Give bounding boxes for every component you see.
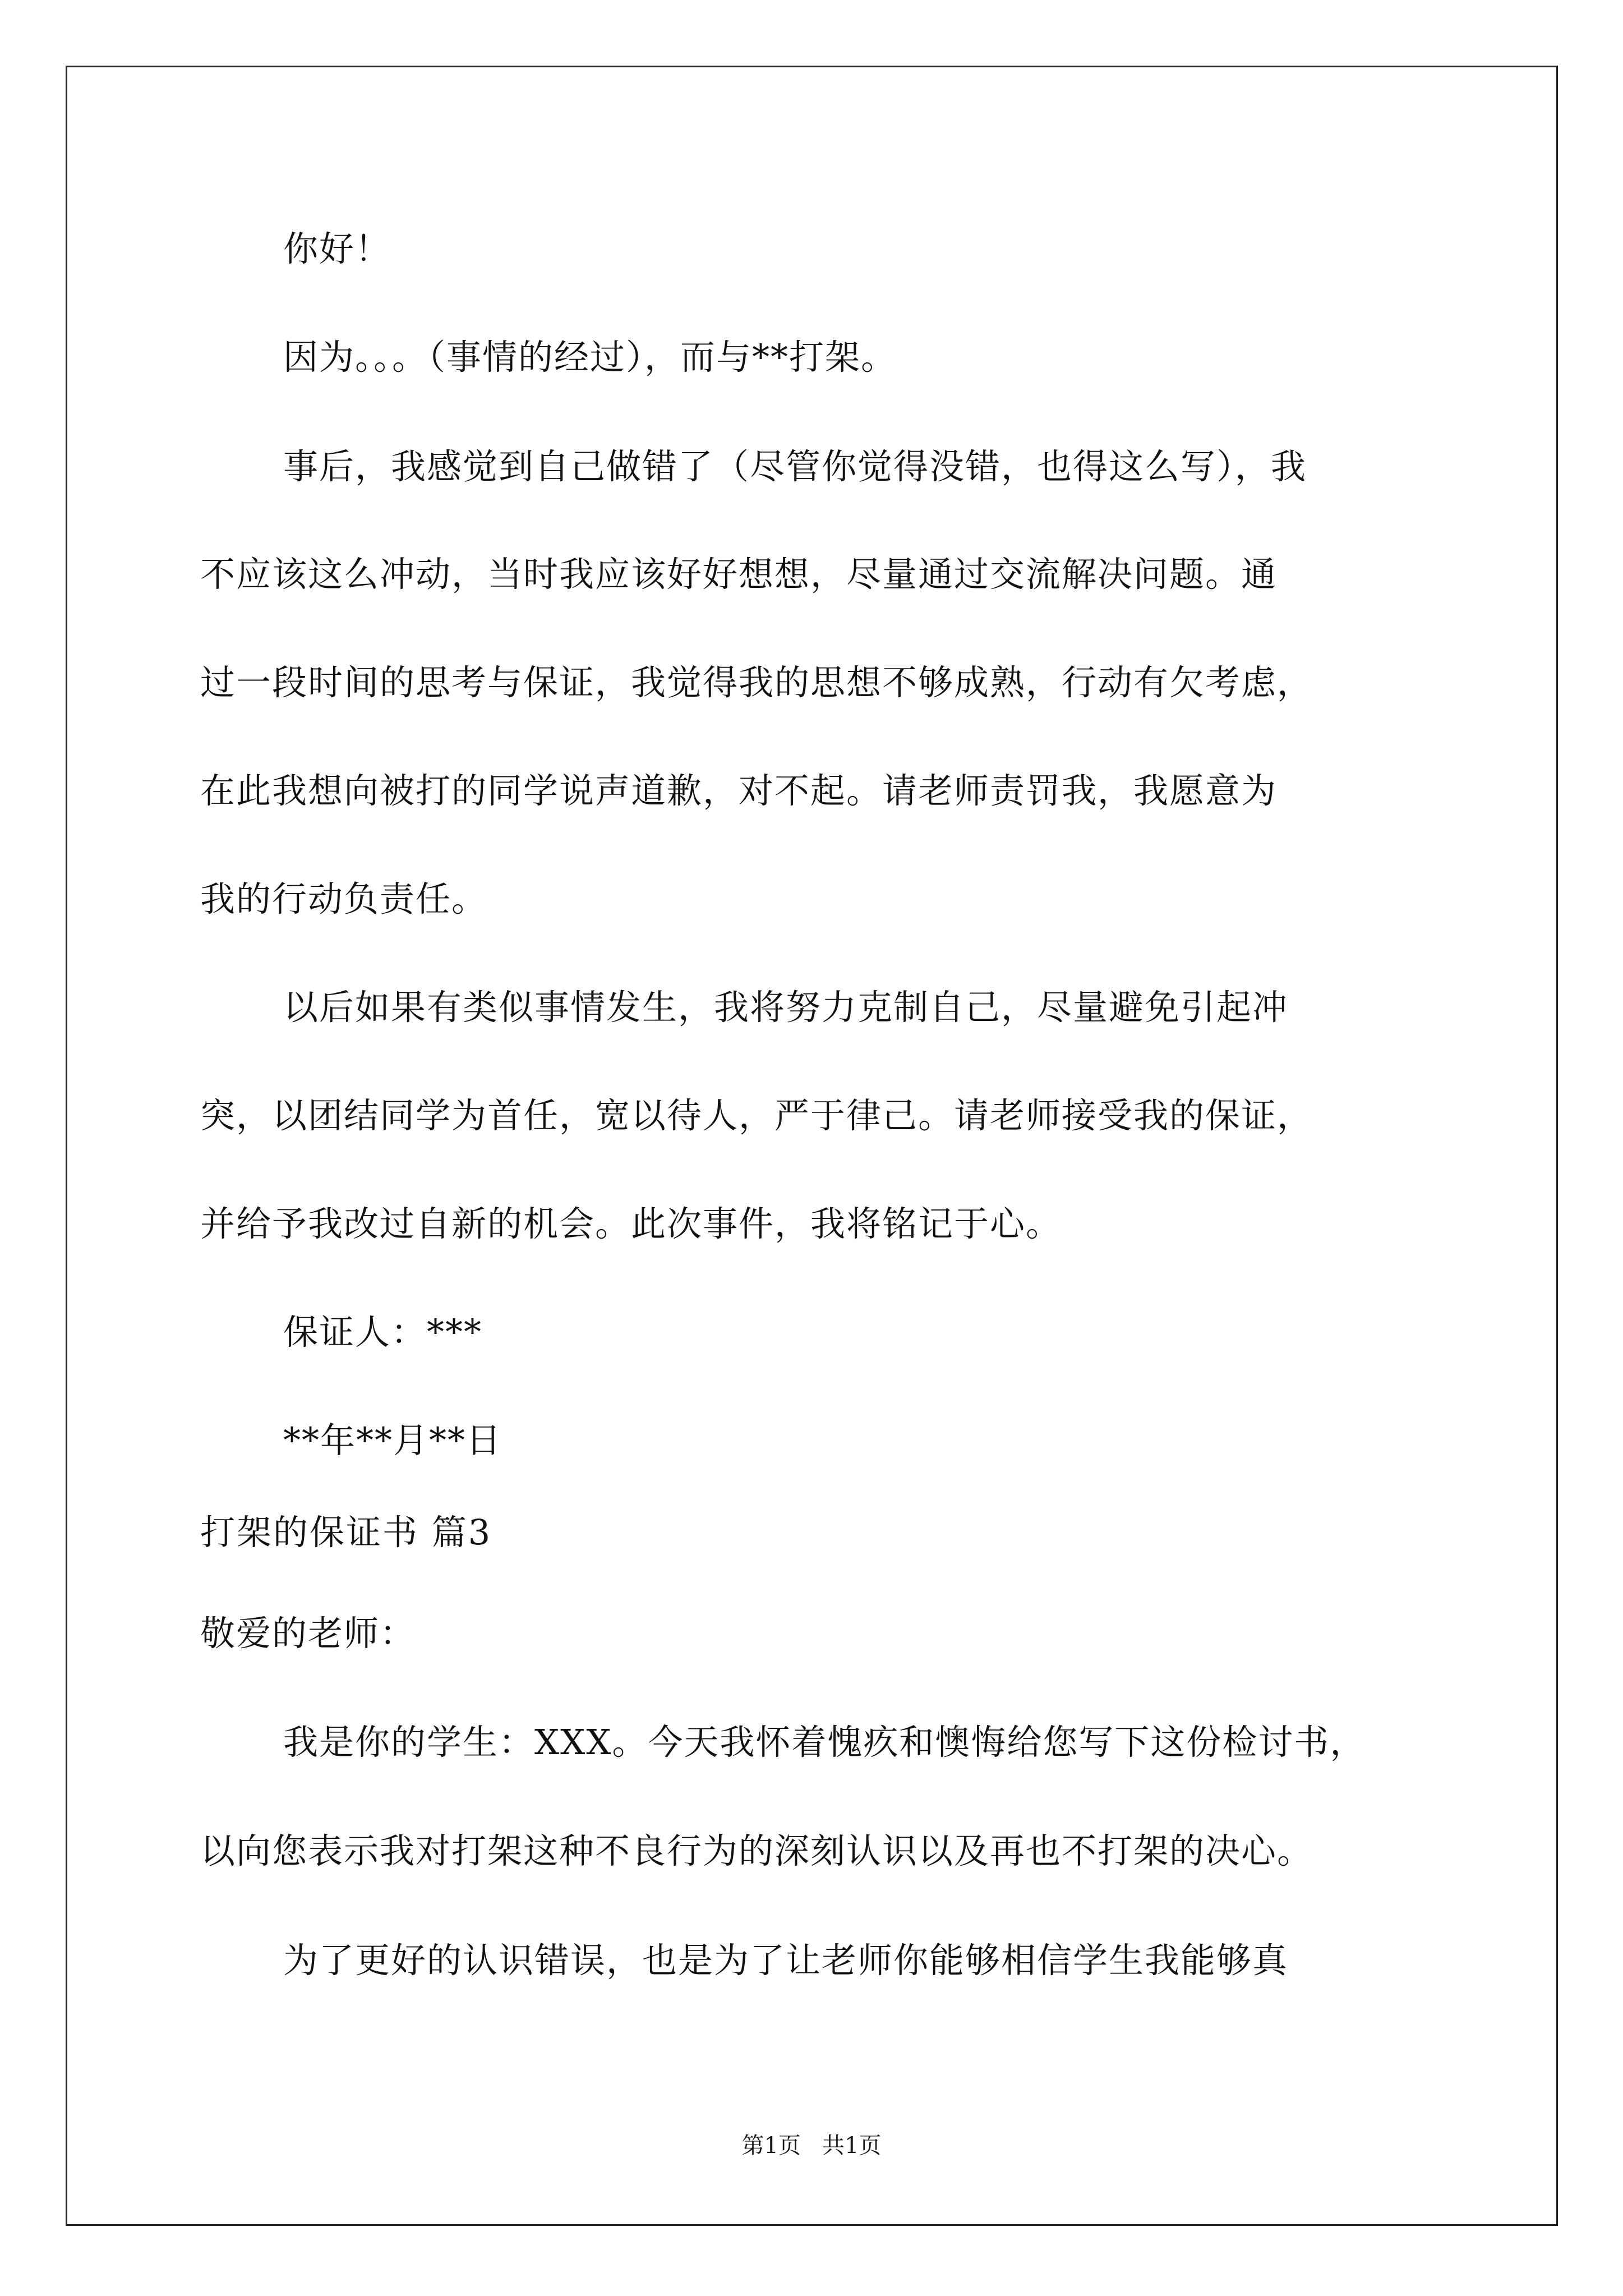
paragraph-line: 突，以团结同学为首任，宽以待人，严于律己。请老师接受我的保证，	[200, 1095, 1313, 1136]
paragraph-line: 在此我想向被打的同学说声道歉，对不起。请老师责罚我，我愿意为	[200, 770, 1278, 811]
section-heading: 打架的保证书 篇3	[200, 1512, 492, 1553]
paragraph-line: 事后，我感觉到自己做错了（尽管你觉得没错，也得这么写），我	[283, 446, 1307, 487]
signature-line: 保证人：***	[283, 1312, 483, 1352]
page-footer: 第1页 共1页	[741, 2133, 882, 2159]
paragraph-line: 以后如果有类似事情发生，我将努力克制自己，尽量避免引起冲	[283, 987, 1289, 1028]
date-line: **年**月**日	[283, 1420, 502, 1461]
page-border	[66, 66, 1558, 2226]
paragraph-line: 过一段时间的思考与保证，我觉得我的思想不够成熟，行动有欠考虑，	[200, 662, 1313, 703]
paragraph-line: 不应该这么冲动，当时我应该好好想想，尽量通过交流解决问题。通	[200, 554, 1278, 595]
paragraph-line: 因为。。。（事情的经过），而与**打架。	[283, 337, 897, 378]
greeting-line: 你好！	[283, 228, 391, 269]
paragraph-line: 我是你的学生：XXX。今天我怀着愧疚和懊悔给您写下这份检讨书，	[283, 1722, 1366, 1763]
paragraph-line: 并给予我改过自新的机会。此次事件，我将铭记于心。	[200, 1203, 1062, 1244]
paragraph-line: 以向您表示我对打架这种不良行为的深刻认识以及再也不打架的决心。	[200, 1830, 1313, 1871]
paragraph-line: 我的行动负责任。	[200, 878, 488, 919]
salutation-line: 敬爱的老师：	[200, 1613, 416, 1654]
paragraph-line: 为了更好的认识错误，也是为了让老师你能够相信学生我能够真	[283, 1940, 1289, 1981]
